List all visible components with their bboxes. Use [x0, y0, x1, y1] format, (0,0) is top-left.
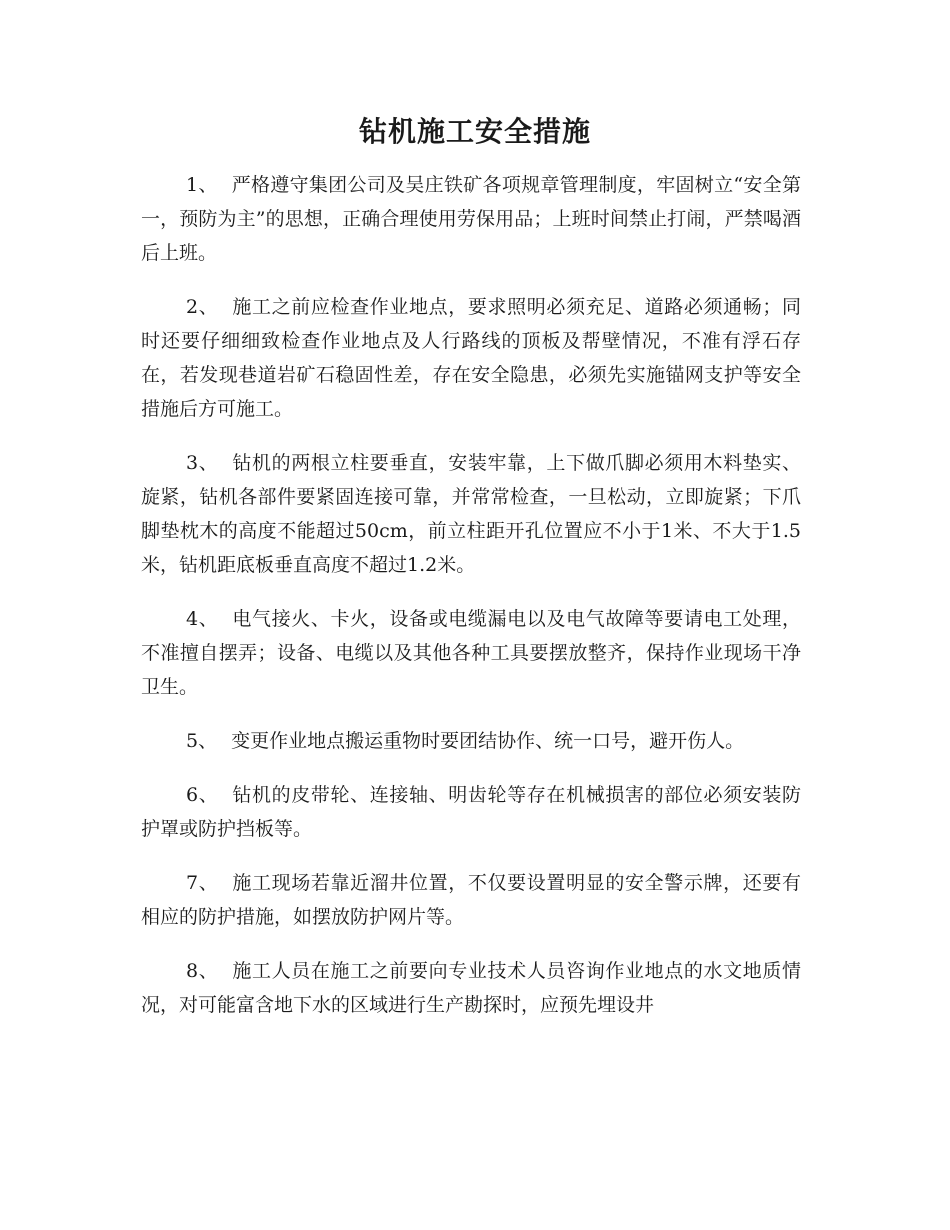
paragraph-number: 1、	[186, 174, 218, 196]
paragraph-5	[141, 724, 801, 758]
paragraph-7	[141, 866, 801, 934]
paragraph-6	[141, 778, 801, 846]
paragraph-text: 变更作业地点搬运重物时要团结协作、统一口号，避开伤人。	[231, 730, 745, 752]
document-title: 钻机施工安全措施	[358, 115, 591, 148]
paragraph-text: 电气接火、卡火，设备或电缆漏电以及电气故障等要请电工处理，不准擅自摆弄；设备、电缆以及其他各种工具要摆放整齐，保持作业现场干净卫生。	[141, 608, 801, 698]
document-body	[141, 168, 801, 1042]
paragraph-text: 严格遵守集团公司及吴庄铁矿各项规章管理制度，牢固树立“安全第一，预防为主”的思想，正确合理使用劳保用品；上班时间禁止打闹，严禁喝酒后上班。	[141, 174, 801, 264]
paragraph-number: 8、	[186, 960, 219, 982]
paragraph-number: 2、	[186, 296, 219, 318]
paragraph-2	[141, 290, 801, 426]
paragraph-number: 4、	[186, 608, 219, 630]
paragraph-number: 7、	[186, 872, 219, 894]
paragraph-text: 施工人员在施工之前要向专业技术人员咨询作业地点的水文地质情况，对可能富含地下水的区域进行生产勘探时，应预先埋设井	[141, 960, 801, 1016]
paragraph-text: 钻机的两根立柱要垂直，安装牢靠，上下做爪脚必须用木料垫实、旋紧，钻机各部件要紧固连接可靠，并常常检查，一旦松动，立即旋紧；下爪脚垫枕木的高度不能超过50cm，前立柱距开孔位置应不小于1米、不大于1.5米，钻机距底板垂直高度不超过1.2米。	[141, 452, 801, 576]
paragraph-number: 3、	[186, 452, 219, 474]
paragraph-text: 钻机的皮带轮、连接轴、明齿轮等存在机械损害的部位必须安装防护罩或防护挡板等。	[141, 784, 801, 840]
paragraph-text: 施工之前应检查作业地点，要求照明必须充足、道路必须通畅；同时还要仔细细致检查作业地点及人行路线的顶板及帮壁情况，不准有浮石存在，若发现巷道岩矿石稳固性差，存在安全隐患，必须先实施锚网支护等安全措施后方可施工。	[141, 296, 801, 420]
paragraph-number: 6、	[186, 784, 219, 806]
paragraph-8	[141, 954, 801, 1022]
paragraph-text: 施工现场若靠近溜井位置，不仅要设置明显的安全警示牌，还要有相应的防护措施，如摆放防护网片等。	[141, 872, 801, 928]
paragraph-1	[141, 168, 801, 270]
paragraph-number: 5、	[186, 730, 218, 752]
paragraph-4	[141, 602, 801, 704]
paragraph-3	[141, 446, 801, 582]
